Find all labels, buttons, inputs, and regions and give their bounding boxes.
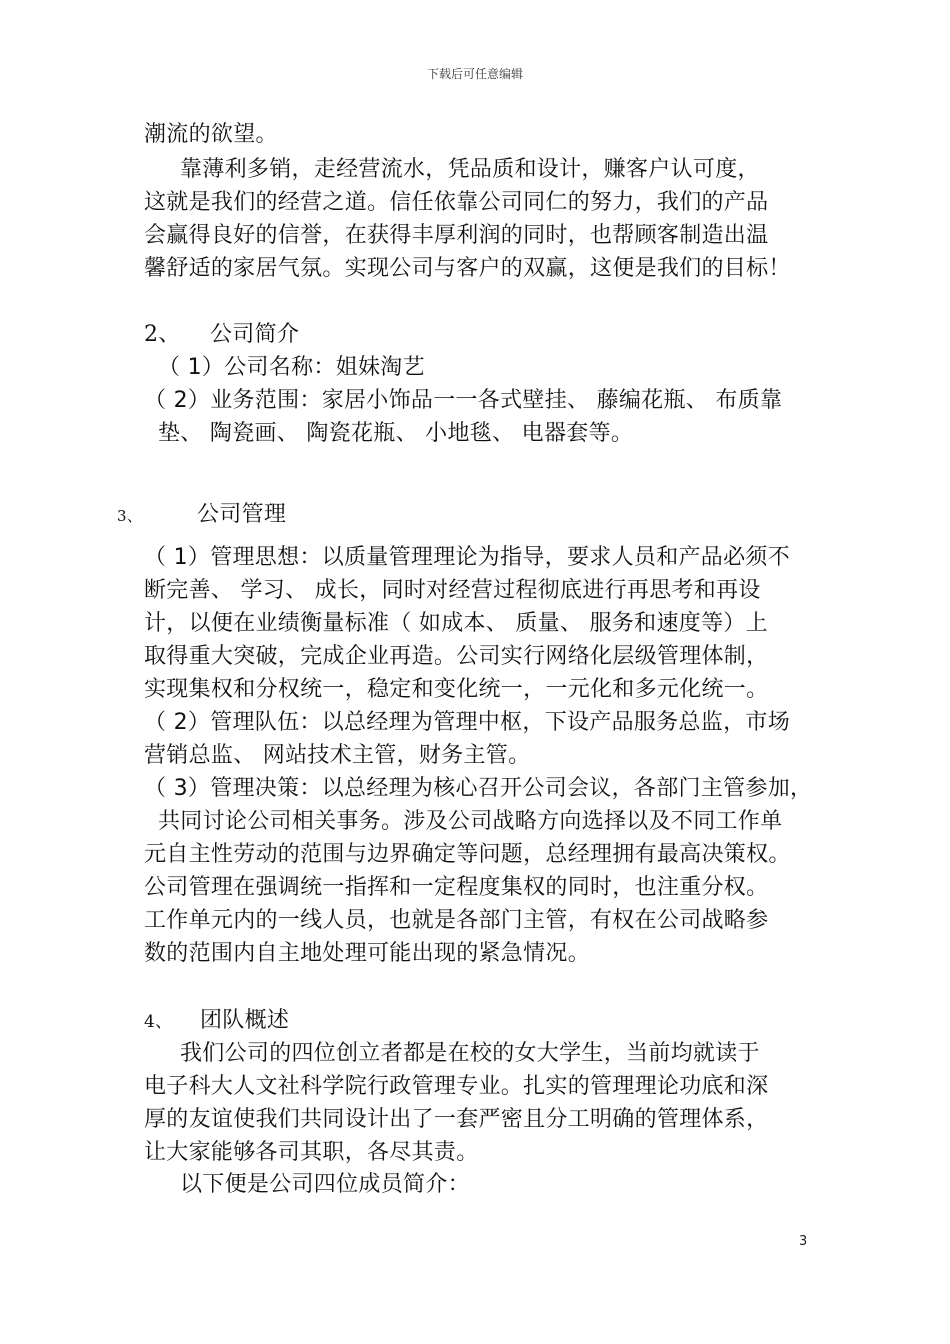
section-4-line-3: 厚的友谊使我们共同设计出了一套严密且分工明确的管理体系，	[144, 1107, 769, 1132]
section-2-title: 公司简介	[210, 322, 300, 347]
page-number: 3	[799, 1234, 808, 1249]
section-3-line-7: 营销总监、 网站技术主管，财务主管。	[144, 743, 531, 768]
section-3-line-11: 公司管理在强调统一指挥和一定程度集权的同时，也注重分权。	[144, 875, 769, 900]
section-4-title: 团队概述	[200, 1008, 290, 1033]
section-3-line-3: 计，以便在业绩衡量标准（ 如成本、 质量、 服务和速度等）上	[144, 611, 768, 636]
section-3-line-8: （ 3）管理决策：以总经理为核心召开公司会议，各部门主管参加，	[144, 776, 813, 801]
section-3-line-2: 断完善、 学习、 成长，同时对经营过程彻底进行再思考和再设	[144, 578, 761, 603]
section-3-number: 3、	[117, 507, 143, 525]
section-4-heading	[144, 1006, 289, 1037]
page-header-note: 下载后可任意编辑	[426, 67, 523, 81]
section-3-line-10: 元自主性劳动的范围与边界确定等问题，总经理拥有最高决策权。	[144, 842, 791, 867]
section-3-heading	[117, 500, 286, 531]
section-3-line-9: 共同讨论公司相关事务。涉及公司战略方向选择以及不同工作单	[158, 809, 783, 834]
section-3-line-13: 数的范围内自主地处理可能出现的紧急情况。	[144, 941, 591, 966]
section-4-line-5: 以下便是公司四位成员简介：	[180, 1172, 470, 1197]
intro-line-3: 这就是我们的经营之道。信任依靠公司同仁的努力，我们的产品	[144, 190, 769, 215]
section-3-line-12: 工作单元内的一线人员，也就是各部门主管，有权在公司战略参	[144, 908, 769, 933]
section-4-line-1: 我们公司的四位创立者都是在校的女大学生，当前均就读于	[180, 1041, 760, 1066]
section-2-line-2: （ 2）业务范围：家居小饰品一一各式壁挂、 藤编花瓶、 布质靠	[144, 388, 783, 413]
section-2-heading	[144, 320, 299, 350]
section-4-line-4: 让大家能够各司其职，各尽其责。	[144, 1140, 479, 1165]
intro-line-5: 馨舒适的家居气氛。实现公司与客户的双赢，这便是我们的目标！	[144, 256, 791, 281]
intro-line-2: 靠薄利多销，走经营流水，凭品质和设计，赚客户认可度，	[180, 157, 760, 182]
intro-line-1: 潮流的欲望。	[144, 122, 278, 147]
section-4-line-2: 电子科大人文社科学院行政管理专业。扎实的管理理论功底和深	[144, 1074, 769, 1099]
section-3-line-5: 实现集权和分权统一，稳定和变化统一，一元化和多元化统一。	[144, 677, 769, 702]
section-4-number: 4、	[144, 1012, 173, 1032]
section-3-line-1: （ 1）管理思想：以质量管理理论为指导，要求人员和产品必须不	[144, 545, 790, 570]
section-3-line-6: （ 2）管理队伍：以总经理为管理中枢，下设产品服务总监，市场	[144, 710, 790, 735]
intro-line-4: 会赢得良好的信誉，在获得丰厚利润的同时，也帮顾客制造出温	[144, 223, 769, 248]
section-2-line-3: 垫、 陶瓷画、 陶瓷花瓶、 小地毯、 电器套等。	[158, 421, 634, 446]
section-3-title: 公司管理	[197, 502, 287, 527]
section-3-line-4: 取得重大突破，完成企业再造。公司实行网络化层级管理体制，	[144, 644, 769, 669]
section-2-line-1: （ 1）公司名称：姐妹淘艺	[158, 355, 425, 380]
section-2-number: 2、	[144, 322, 181, 347]
